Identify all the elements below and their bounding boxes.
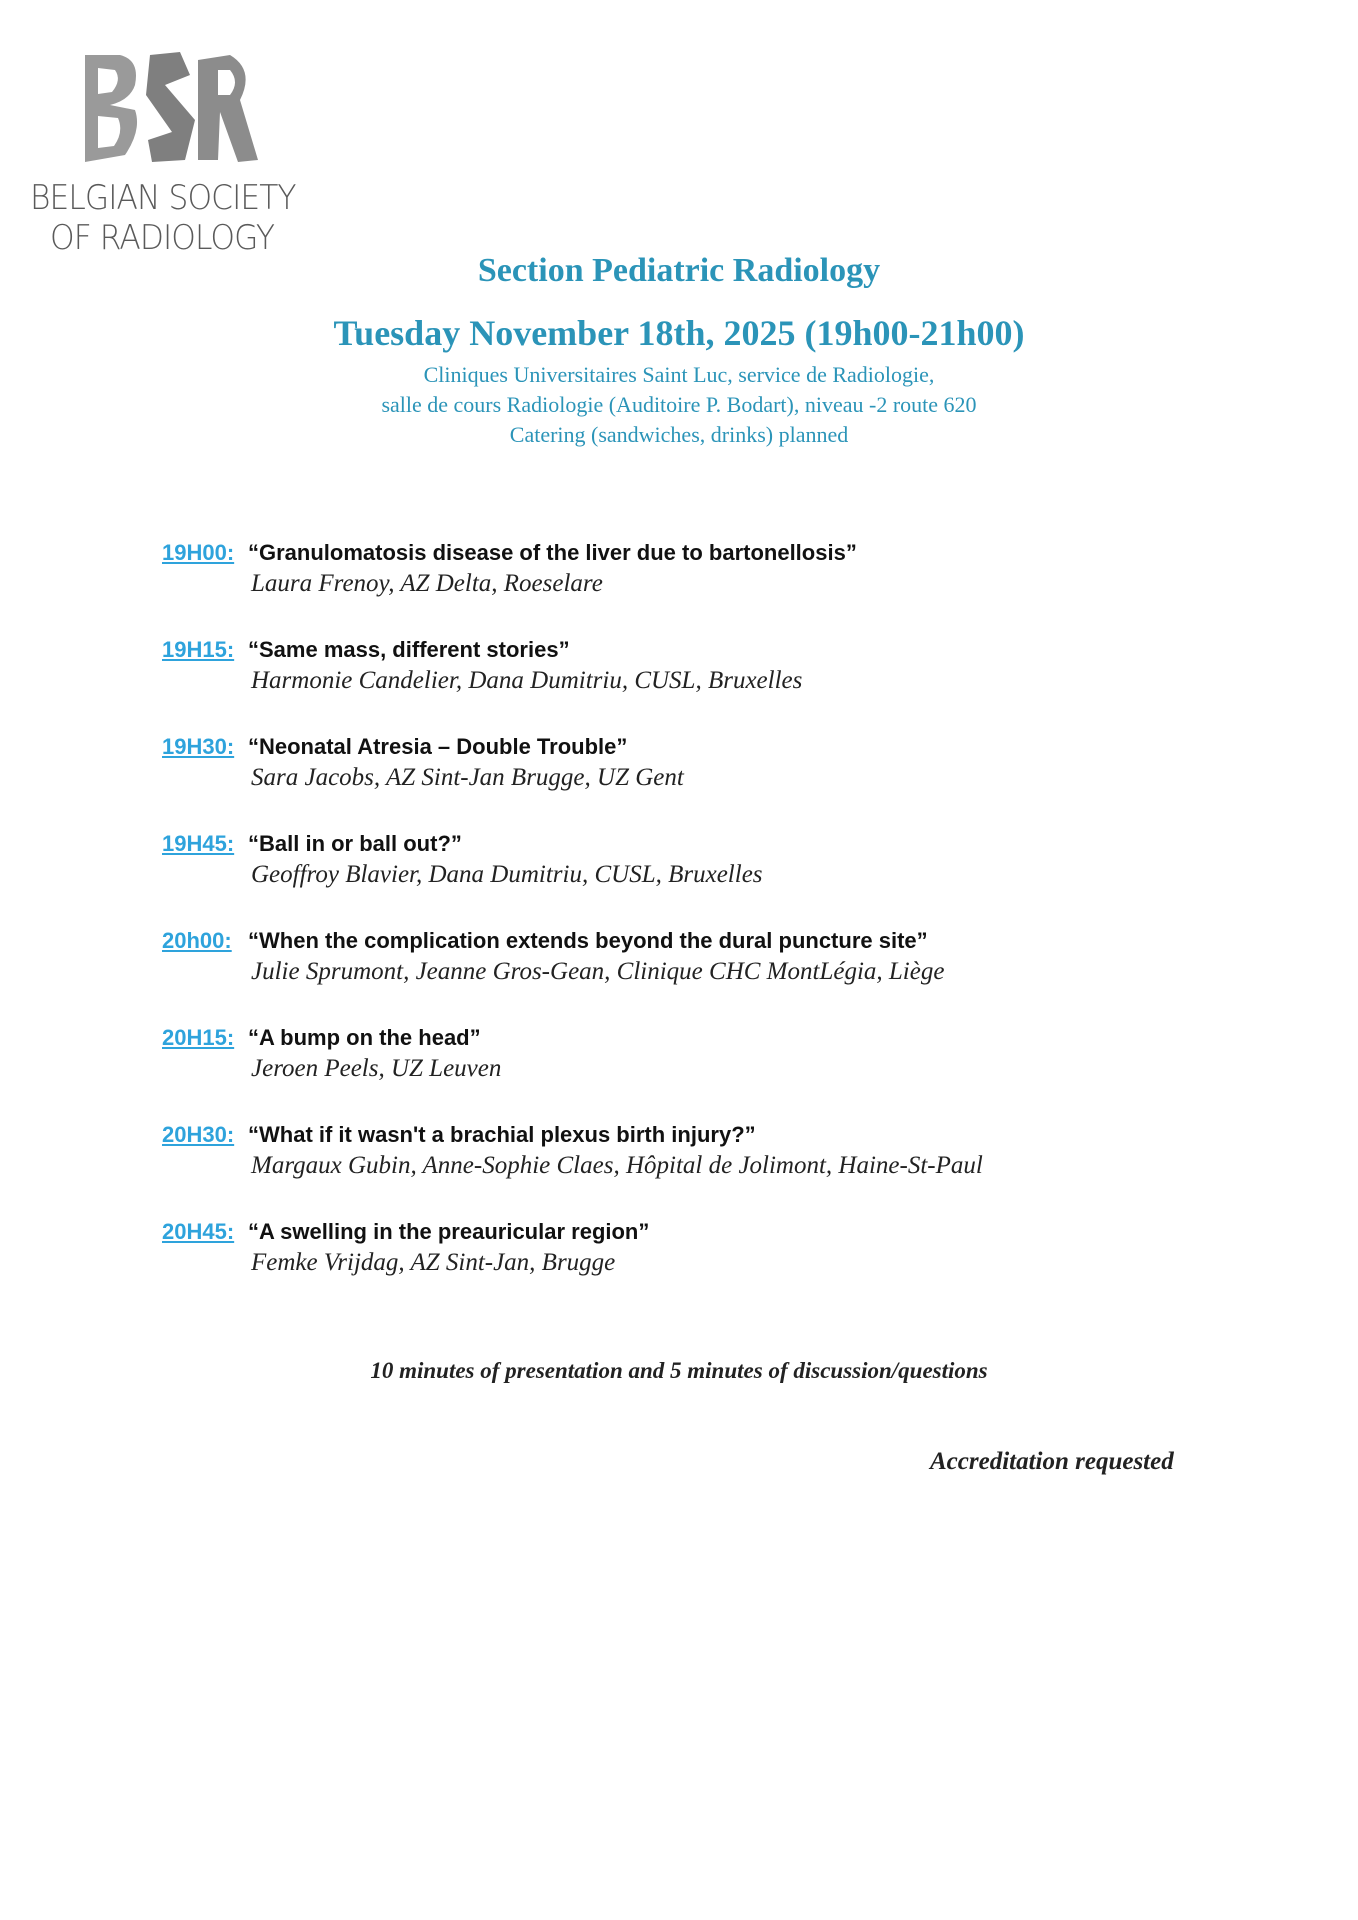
program-item — [162, 1025, 1282, 1122]
talk-time[interactable]: 20H15: — [162, 1025, 235, 1050]
event-date: Tuesday November 18th, 2025 (19h00-21h00) — [333, 313, 1025, 353]
talk-title: “When the complication extends beyond the dural puncture site” — [248, 928, 928, 953]
talk-time[interactable]: 20H30: — [162, 1122, 235, 1147]
program-list — [162, 540, 1282, 1316]
section-title: Section Pediatric Radiology — [477, 252, 881, 289]
program-item — [162, 928, 1282, 1025]
bsr-logo — [30, 50, 330, 260]
talk-speakers: Julie Sprumont, Jeanne Gros-Gean, Clinique CHC MontLégia, Liège — [251, 958, 945, 985]
talk-title: “Neonatal Atresia – Double Trouble” — [248, 734, 628, 759]
talk-time[interactable]: 19H30: — [162, 734, 235, 759]
talk-time[interactable]: 19H45: — [162, 831, 235, 856]
talk-title: “Granulomatosis disease of the liver due to bartonellosis” — [248, 540, 857, 565]
talk-time[interactable]: 20h00: — [162, 928, 232, 953]
logo-line-2: OF RADIOLOGY — [50, 218, 275, 258]
program-item — [162, 540, 1282, 637]
talk-time[interactable]: 20H45: — [162, 1219, 235, 1244]
talk-speakers: Margaux Gubin, Anne-Sophie Claes, Hôpital de Jolimont, Haine-St-Paul — [251, 1152, 983, 1179]
bsr-monogram-icon — [80, 50, 260, 170]
presentation-format-note: 10 minutes of presentation and 5 minutes of discussion/questions — [370, 1358, 988, 1383]
talk-title: “Ball in or ball out?” — [248, 831, 462, 856]
talk-speakers: Laura Frenoy, AZ Delta, Roeselare — [251, 570, 603, 597]
talk-title: “What if it wasn't a brachial plexus birth injury?” — [248, 1122, 756, 1147]
program-item — [162, 637, 1282, 734]
talk-speakers: Sara Jacobs, AZ Sint-Jan Brugge, UZ Gent — [251, 764, 684, 791]
talk-title: “Same mass, different stories” — [248, 637, 570, 662]
talk-speakers: Geoffroy Blavier, Dana Dumitriu, CUSL, Bruxelles — [251, 861, 763, 888]
program-item — [162, 734, 1282, 831]
accreditation-note: Accreditation requested — [930, 1448, 1174, 1475]
program-item — [162, 831, 1282, 928]
talk-time[interactable]: 19H00: — [162, 540, 235, 565]
program-item — [162, 1122, 1282, 1219]
program-item — [162, 1219, 1282, 1316]
logo-line-1: BELGIAN SOCIETY — [30, 178, 296, 218]
talk-speakers: Jeroen Peels, UZ Leuven — [251, 1055, 502, 1082]
venue-line: Cliniques Universitaires Saint Luc, service de Radiologie, — [423, 362, 935, 387]
talk-speakers: Femke Vrijdag, AZ Sint-Jan, Brugge — [251, 1249, 616, 1276]
venue-block — [0, 360, 1358, 450]
talk-title: “A bump on the head” — [248, 1025, 481, 1050]
talk-title: “A swelling in the preauricular region” — [248, 1219, 650, 1244]
venue-line: Catering (sandwiches, drinks) planned — [509, 422, 849, 447]
talk-time[interactable]: 19H15: — [162, 637, 235, 662]
talk-speakers: Harmonie Candelier, Dana Dumitriu, CUSL, Bruxelles — [251, 667, 803, 694]
venue-line: salle de cours Radiologie (Auditoire P. Bodart), niveau -2 route 620 — [381, 392, 977, 417]
